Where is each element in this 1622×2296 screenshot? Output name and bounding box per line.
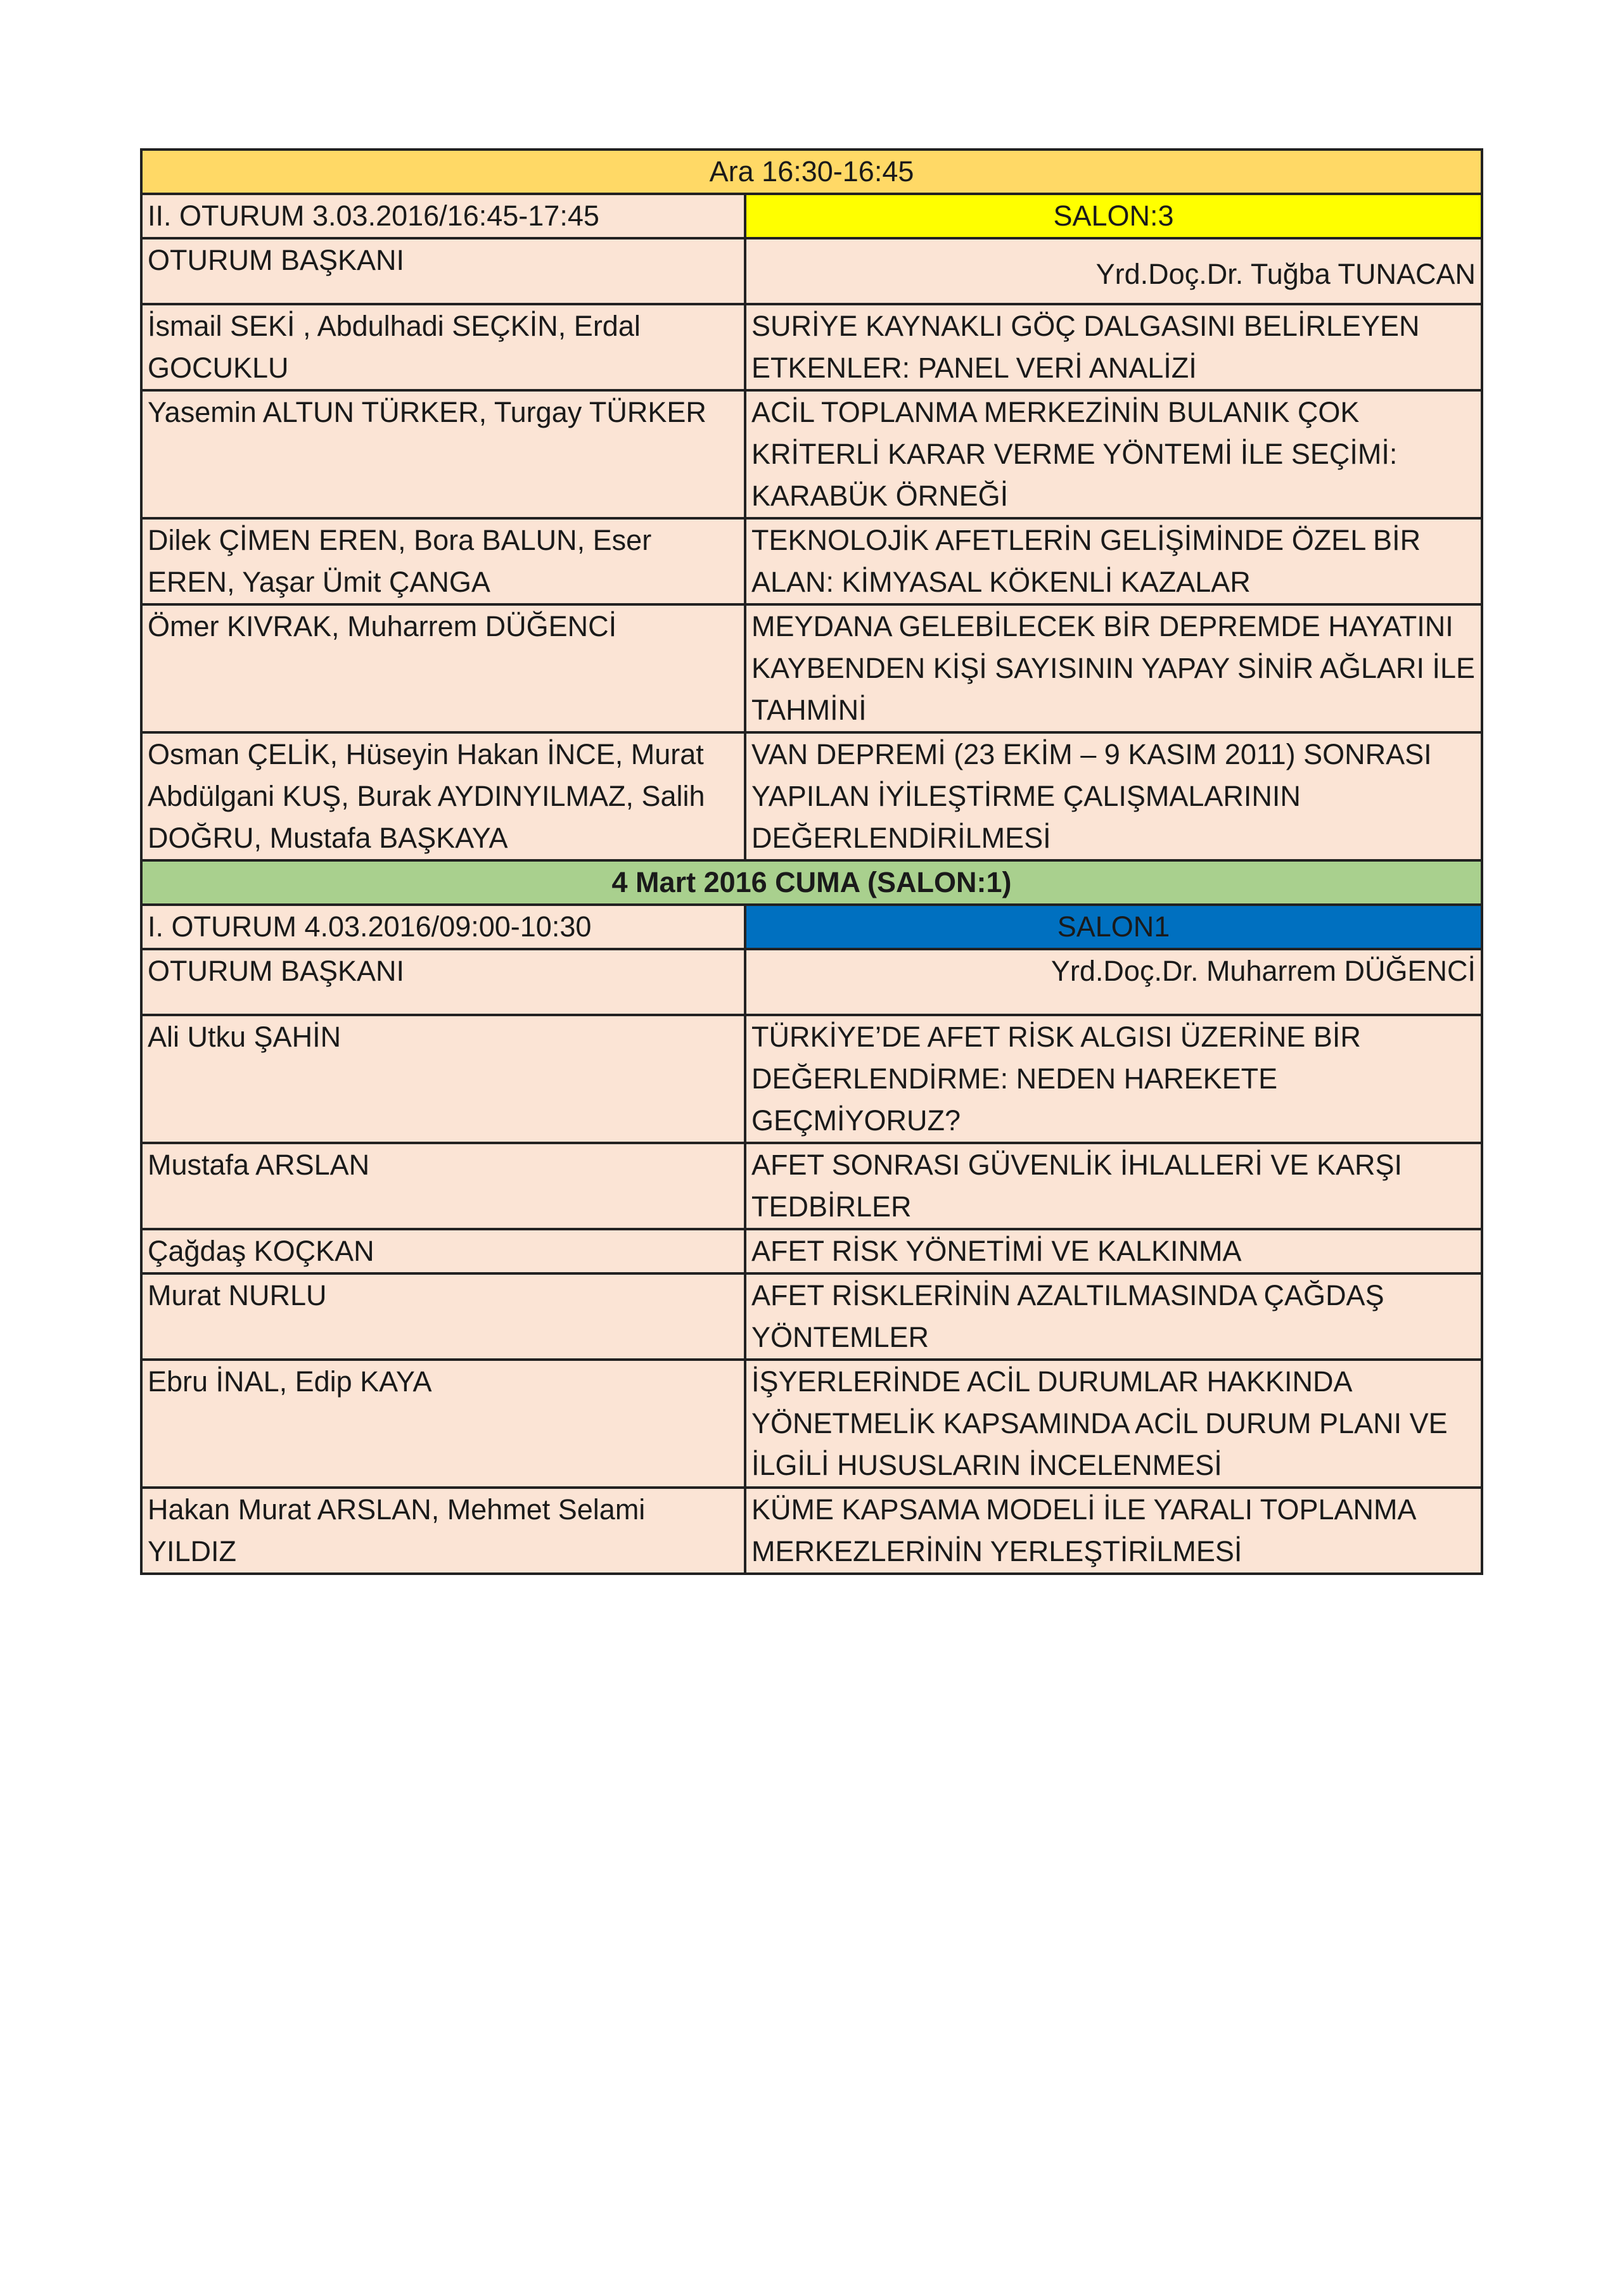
- paper-title: TEKNOLOJİK AFETLERİN GELİŞİMİNDE ÖZEL BİR ALAN: KİMYASAL KÖKENLİ KAZALAR: [745, 518, 1482, 604]
- salon-label: SALON1: [745, 905, 1482, 949]
- day-band-row: [141, 860, 1482, 905]
- paper-title: İŞYERLERİNDE ACİL DURUMLAR HAKKINDA YÖNETMELİK KAPSAMINDA ACİL DURUM PLANI VE İLGİLİ HUSUSLARIN İNCELENMESİ: [745, 1360, 1482, 1488]
- session-chair-name: Yrd.Doç.Dr. Tuğba TUNACAN: [1095, 258, 1476, 290]
- paper-title: MEYDANA GELEBİLECEK BİR DEPREMDE HAYATINI KAYBENDEN KİŞİ SAYISININ YAPAY SİNİR AĞLARI İLE TAHMİNİ: [745, 604, 1482, 732]
- paper-authors: Ebru İNAL, Edip KAYA: [141, 1360, 745, 1488]
- break-band-row: [141, 150, 1482, 194]
- session-title: II. OTURUM 3.03.2016/16:45-17:45: [141, 194, 745, 238]
- paper-title: AFET RİSK YÖNETİMİ VE KALKINMA: [745, 1229, 1482, 1273]
- paper-title: ACİL TOPLANMA MERKEZİNİN BULANIK ÇOK KRİTERLİ KARAR VERME YÖNTEMİ İLE SEÇİMİ: KARABÜK ÖRNEĞİ: [745, 390, 1482, 518]
- paper-authors: Hakan Murat ARSLAN, Mehmet Selami YILDIZ: [141, 1488, 745, 1574]
- paper-authors: Ali Utku ŞAHİN: [141, 1015, 745, 1143]
- paper-row: [141, 304, 1482, 390]
- day-band: 4 Mart 2016 CUMA (SALON:1): [141, 860, 1482, 905]
- paper-row: [141, 1273, 1482, 1360]
- session-title: I. OTURUM 4.03.2016/09:00-10:30: [141, 905, 745, 949]
- paper-title: VAN DEPREMİ (23 EKİM – 9 KASIM 2011) SONRASI YAPILAN İYİLEŞTİRME ÇALIŞMALARININ DEĞERLENDİRİLMESİ: [745, 732, 1482, 860]
- paper-row: [141, 1229, 1482, 1273]
- paper-title: AFET SONRASI GÜVENLİK İHLALLERİ VE KARŞI TEDBİRLER: [745, 1143, 1482, 1229]
- session-header-row: [141, 194, 1482, 238]
- paper-row: [141, 518, 1482, 604]
- session-chair-row: [141, 949, 1482, 1015]
- paper-row: [141, 1488, 1482, 1574]
- session-chair-row: [141, 238, 1482, 304]
- paper-row: [141, 1143, 1482, 1229]
- session-chair-cell: [745, 238, 1482, 304]
- paper-title: KÜME KAPSAMA MODELİ İLE YARALI TOPLANMA MERKEZLERİNİN YERLEŞTİRİLMESİ: [745, 1488, 1482, 1574]
- paper-row: [141, 390, 1482, 518]
- paper-row: [141, 1360, 1482, 1488]
- paper-title: TÜRKİYE’DE AFET RİSK ALGISI ÜZERİNE BİR DEĞERLENDİRME: NEDEN HAREKETE GEÇMİYORUZ?: [745, 1015, 1482, 1143]
- paper-authors: Yasemin ALTUN TÜRKER, Turgay TÜRKER: [141, 390, 745, 518]
- paper-row: [141, 1015, 1482, 1143]
- program-sheet: [140, 148, 1481, 1575]
- session-chair-label: OTURUM BAŞKANI: [141, 238, 745, 304]
- paper-authors: Murat NURLU: [141, 1273, 745, 1360]
- paper-title: SURİYE KAYNAKLI GÖÇ DALGASINI BELİRLEYEN ETKENLER: PANEL VERİ ANALİZİ: [745, 304, 1482, 390]
- paper-authors: Mustafa ARSLAN: [141, 1143, 745, 1229]
- session-chair-label: OTURUM BAŞKANI: [141, 949, 745, 1015]
- paper-title: AFET RİSKLERİNİN AZALTILMASINDA ÇAĞDAŞ YÖNTEMLER: [745, 1273, 1482, 1360]
- paper-row: [141, 604, 1482, 732]
- paper-authors: İsmail SEKİ , Abdulhadi SEÇKİN, Erdal GOCUKLU: [141, 304, 745, 390]
- paper-row: [141, 732, 1482, 860]
- session-chair-name: Yrd.Doç.Dr. Muharrem DÜĞENCİ: [745, 949, 1482, 1015]
- paper-authors: Ömer KIVRAK, Muharrem DÜĞENCİ: [141, 604, 745, 732]
- break-band: Ara 16:30-16:45: [141, 150, 1482, 194]
- salon-label: SALON:3: [745, 194, 1482, 238]
- session-header-row: [141, 905, 1482, 949]
- paper-authors: Dilek ÇİMEN EREN, Bora BALUN, Eser EREN, Yaşar Ümit ÇANGA: [141, 518, 745, 604]
- paper-authors: Osman ÇELİK, Hüseyin Hakan İNCE, Murat Abdülgani KUŞ, Burak AYDINYILMAZ, Salih DOĞRU, Mustafa BAŞKAYA: [141, 732, 745, 860]
- program-table: [140, 148, 1483, 1575]
- paper-authors: Çağdaş KOÇKAN: [141, 1229, 745, 1273]
